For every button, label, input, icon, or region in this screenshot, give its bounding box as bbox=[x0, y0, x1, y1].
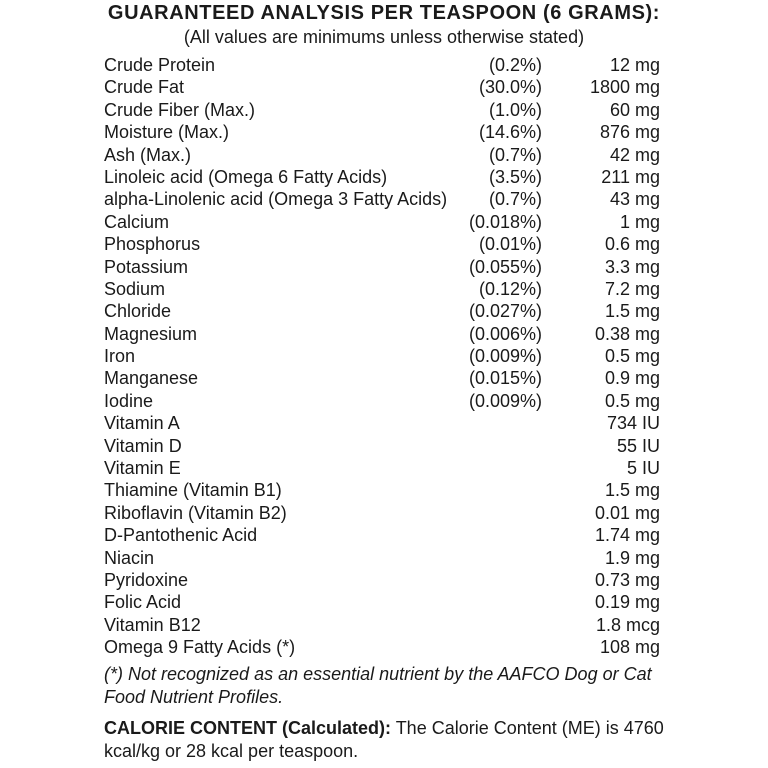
table-row bbox=[104, 76, 664, 98]
nutrient-amount: 3.3 mg bbox=[604, 256, 660, 277]
nutrient-percent: (14.6%) bbox=[478, 122, 542, 143]
table-row bbox=[104, 188, 664, 210]
nutrient-name: Vitamin A bbox=[104, 413, 180, 434]
nutrient-name: Pyridoxine bbox=[104, 569, 189, 590]
nutrient-name: Niacin bbox=[104, 547, 155, 568]
table-row bbox=[104, 636, 664, 658]
table-row bbox=[104, 479, 664, 501]
calorie-label: CALORIE CONTENT (Calculated): bbox=[104, 718, 392, 738]
nutrient-name: Phosphorus bbox=[104, 234, 201, 255]
nutrient-name: Potassium bbox=[104, 256, 189, 277]
nutrient-percent: (0.055%) bbox=[468, 256, 542, 277]
nutrient-amount: 211 mg bbox=[601, 166, 660, 187]
nutrient-amount: 0.01 mg bbox=[594, 502, 660, 523]
nutrient-amount: 12 mg bbox=[609, 55, 660, 75]
table-row bbox=[104, 367, 664, 389]
nutrient-amount: 1.8 mcg bbox=[595, 614, 660, 635]
nutrient-percent: (0.009%) bbox=[468, 390, 542, 411]
nutrient-percent: (1.0%) bbox=[488, 99, 542, 120]
nutrient-amount: 0.5 mg bbox=[604, 390, 660, 411]
nutrient-percent: (3.5%) bbox=[488, 166, 542, 187]
nutrient-percent: (0.027%) bbox=[468, 301, 542, 322]
nutrient-amount: 734 IU bbox=[606, 413, 660, 434]
nutrient-percent: (0.2%) bbox=[488, 55, 542, 75]
table-row bbox=[104, 121, 664, 143]
table-row bbox=[104, 457, 664, 479]
table-row bbox=[104, 345, 664, 367]
nutrient-amount: 55 IU bbox=[616, 435, 660, 456]
nutrient-name: Iodine bbox=[104, 390, 154, 411]
table-row bbox=[104, 591, 664, 613]
nutrient-name: Riboflavin (Vitamin B2) bbox=[104, 502, 287, 523]
nutrient-amount: 1 mg bbox=[619, 211, 660, 232]
nutrient-name: Sodium bbox=[104, 278, 166, 299]
nutrient-name: Omega 9 Fatty Acids (*) bbox=[104, 637, 296, 658]
table-row bbox=[104, 412, 664, 434]
table-row bbox=[104, 256, 664, 278]
nutrient-amount: 5 IU bbox=[626, 458, 660, 479]
nutrient-name: Chloride bbox=[104, 301, 172, 322]
nutrient-amount: 1.74 mg bbox=[594, 525, 660, 546]
nutrient-name: Magnesium bbox=[104, 323, 198, 344]
nutrient-percent: (0.006%) bbox=[468, 323, 542, 344]
nutrient-name: Thiamine (Vitamin B1) bbox=[104, 480, 282, 501]
nutrient-amount: 0.38 mg bbox=[594, 323, 660, 344]
nutrient-name: Vitamin D bbox=[104, 435, 182, 456]
nutrient-amount: 108 mg bbox=[599, 637, 660, 658]
nutrient-name: Iron bbox=[104, 346, 136, 367]
nutrient-table bbox=[104, 54, 664, 659]
table-row bbox=[104, 211, 664, 233]
nutrient-percent: (0.7%) bbox=[488, 189, 542, 210]
table-row bbox=[104, 502, 664, 524]
nutrient-amount: 7.2 mg bbox=[604, 278, 660, 299]
nutrient-name: alpha-Linolenic acid (Omega 3 Fatty Acids) bbox=[104, 189, 448, 210]
nutrient-name: Manganese bbox=[104, 368, 199, 389]
nutrient-amount: 876 mg bbox=[599, 122, 660, 143]
nutrient-percent: (0.7%) bbox=[488, 144, 542, 165]
table-row bbox=[104, 323, 664, 345]
table-row bbox=[104, 99, 664, 121]
calorie-content bbox=[104, 717, 704, 763]
nutrient-amount: 0.19 mg bbox=[594, 592, 660, 613]
nutrient-name: Crude Fiber (Max.) bbox=[104, 99, 256, 120]
nutrient-name: Moisture (Max.) bbox=[104, 122, 230, 143]
nutrient-percent: (30.0%) bbox=[478, 77, 542, 98]
nutrient-percent: (0.015%) bbox=[468, 368, 542, 389]
nutrient-name: Crude Protein bbox=[104, 55, 216, 75]
nutrient-amount: 1.5 mg bbox=[604, 480, 660, 501]
nutrient-percent: (0.018%) bbox=[468, 211, 542, 232]
table-row bbox=[104, 547, 664, 569]
nutrient-percent: (0.009%) bbox=[468, 346, 542, 367]
table-row bbox=[104, 166, 664, 188]
nutrient-amount: 0.6 mg bbox=[604, 234, 660, 255]
calorie-text: The Calorie Content (ME) is 4760 kcal/kg or 28 kcal per teaspoon. bbox=[104, 718, 664, 761]
table-row bbox=[104, 435, 664, 457]
nutrient-name: D-Pantothenic Acid bbox=[104, 525, 258, 546]
nutrient-name: Vitamin B12 bbox=[104, 614, 201, 635]
table-row bbox=[104, 144, 664, 166]
nutrient-percent: (0.01%) bbox=[478, 234, 542, 255]
nutrient-percent: (0.12%) bbox=[478, 278, 542, 299]
table-row bbox=[104, 54, 664, 76]
table-row bbox=[104, 278, 664, 300]
table-row bbox=[104, 300, 664, 322]
table-row bbox=[104, 233, 664, 255]
nutrient-name: Folic Acid bbox=[104, 592, 182, 613]
nutrient-amount: 1.9 mg bbox=[604, 547, 660, 568]
table-row bbox=[104, 569, 664, 591]
nutrient-name: Crude Fat bbox=[104, 77, 185, 98]
nutrient-amount: 1800 mg bbox=[589, 77, 660, 98]
nutrient-amount: 42 mg bbox=[609, 144, 660, 165]
nutrient-amount: 60 mg bbox=[609, 99, 660, 120]
footnote: (*) Not recognized as an essential nutrient by the AAFCO Dog or Cat Food Nutrient Profiles. bbox=[104, 664, 652, 707]
nutrient-name: Linoleic acid (Omega 6 Fatty Acids) bbox=[104, 166, 388, 187]
nutrient-name: Calcium bbox=[104, 211, 170, 232]
nutrient-amount: 0.73 mg bbox=[594, 569, 660, 590]
table-row bbox=[104, 524, 664, 546]
table-row bbox=[104, 390, 664, 412]
nutrient-name: Ash (Max.) bbox=[104, 144, 192, 165]
analysis-title: GUARANTEED ANALYSIS PER TEASPOON (6 GRAMS): bbox=[107, 2, 661, 24]
table-row bbox=[104, 614, 664, 636]
nutrient-name: Vitamin E bbox=[104, 458, 181, 479]
analysis-subtitle: (All values are minimums unless otherwise stated) bbox=[183, 27, 585, 47]
nutrient-amount: 0.5 mg bbox=[604, 346, 660, 367]
nutrient-amount: 43 mg bbox=[609, 189, 660, 210]
nutrient-amount: 1.5 mg bbox=[604, 301, 660, 322]
nutrient-amount: 0.9 mg bbox=[604, 368, 660, 389]
